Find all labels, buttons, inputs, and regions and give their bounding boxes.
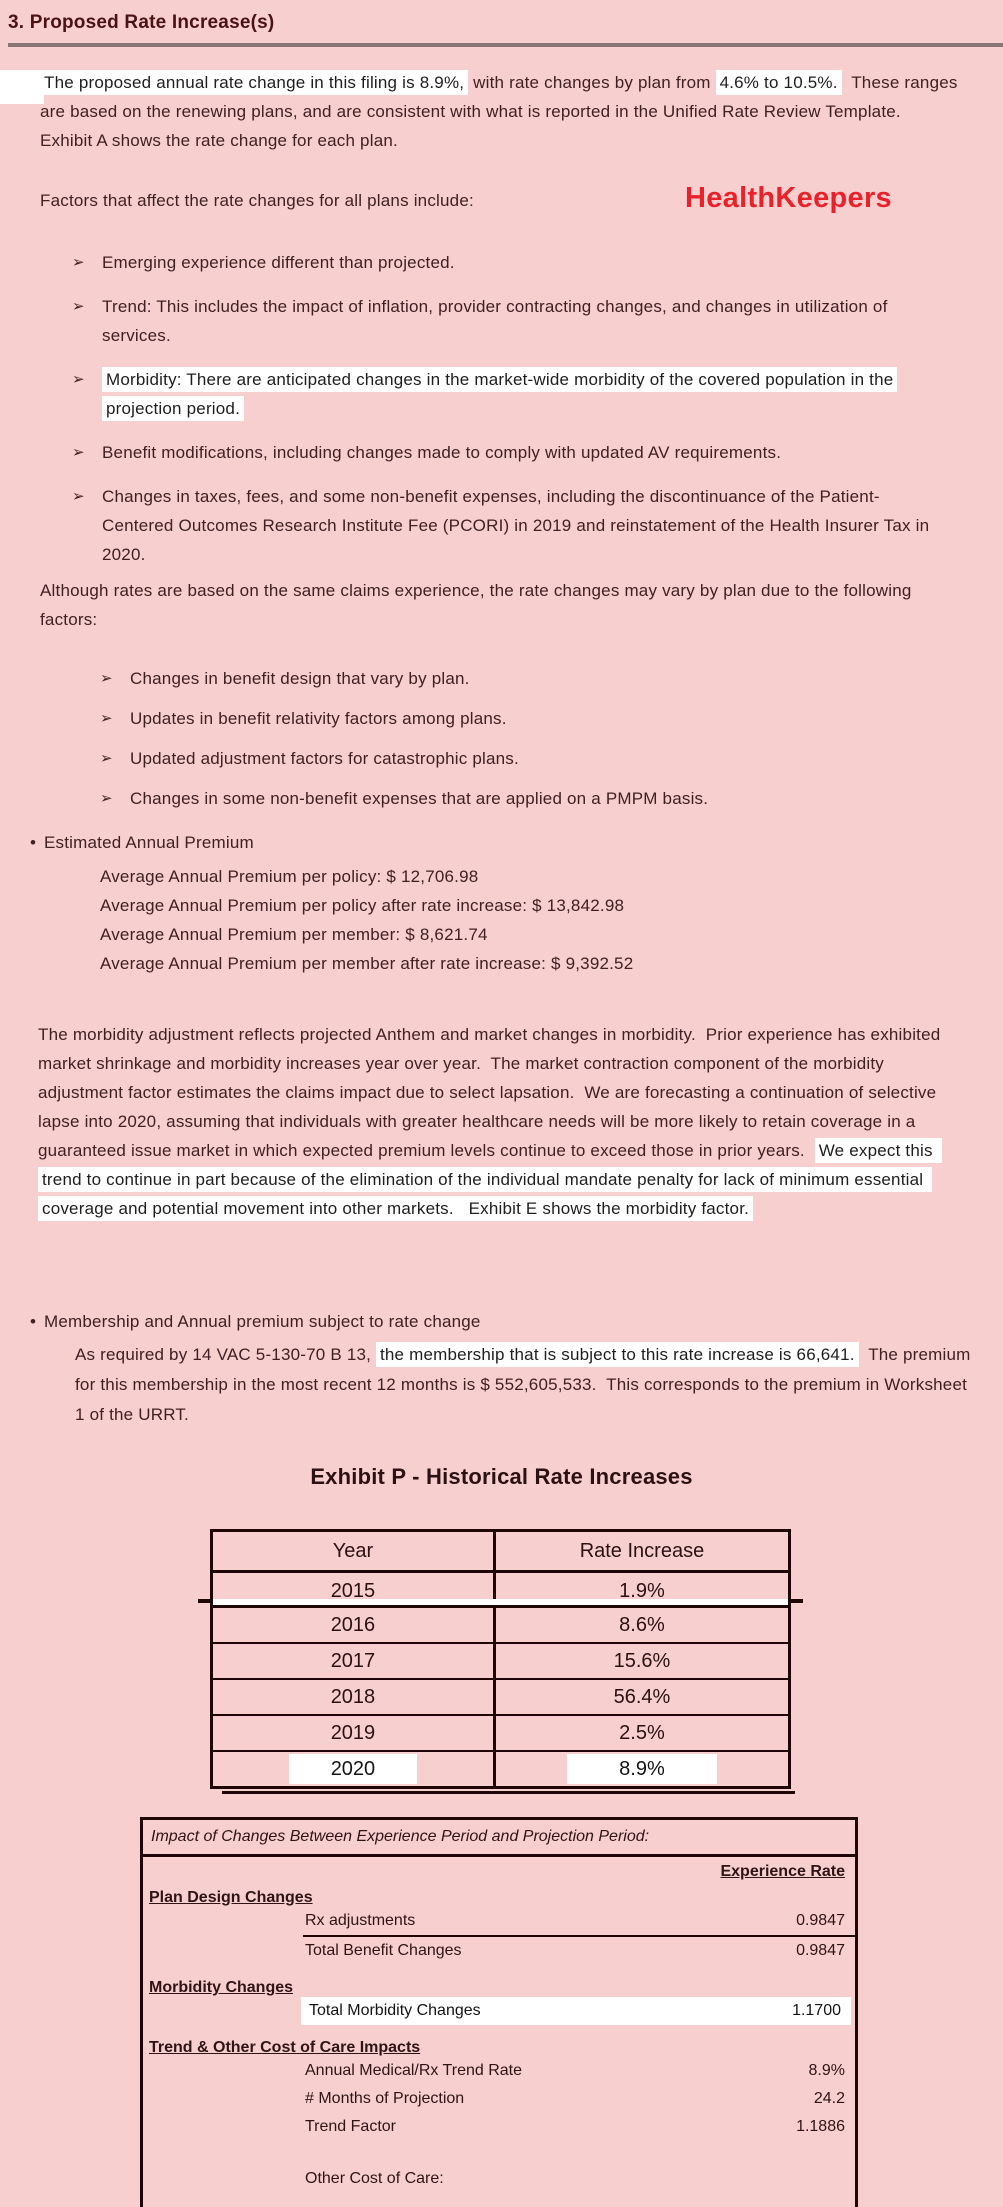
impact-table-title: Impact of Changes Between Experience Period and Projection Period: [143, 1820, 855, 1857]
vary-bullet-item [100, 664, 900, 693]
intro-paragraph [40, 68, 963, 155]
highlight: the membership that is subject to this rate increase is 66,641. [376, 1342, 859, 1367]
title-rule [8, 43, 1003, 47]
impact-row [303, 1937, 855, 1965]
bullet-arrow-icon: ➢ [72, 371, 85, 388]
table-cell-year [213, 1752, 496, 1786]
table-cell-rate: 56.4% [613, 1686, 671, 1708]
vary-bullet-list [100, 664, 900, 824]
table-cell-rate: 1.9% [619, 1580, 665, 1599]
highlight: 8.9% [567, 1754, 717, 1784]
impact-column-header [143, 1857, 855, 1881]
bullet-dot-icon: • [30, 1312, 37, 1331]
highlight: Morbidity: There are anticipated changes in the market-wide morbidity of the covered population in the projection period. [102, 367, 897, 421]
scan-artifact-line [222, 1791, 795, 1794]
impact-row-value: 1.1886 [796, 2118, 845, 2135]
bullet-text: Updates in benefit relativity factors among plans. [130, 709, 507, 728]
table-cell-year: 2017 [213, 1644, 496, 1678]
bullet-arrow-icon: ➢ [72, 254, 85, 271]
table-cell-rate: 15.6% [613, 1650, 671, 1672]
membership-paragraph [75, 1340, 980, 1430]
bullet-arrow-icon: ➢ [100, 790, 113, 807]
highlight: 2020 [289, 1754, 418, 1784]
highlight: 4.6% to 10.5%. [716, 70, 842, 95]
premium-heading-text: Estimated Annual Premium [44, 833, 254, 852]
premium-line: Average Annual Premium per policy after rate increase: $ 13,842.98 [100, 896, 625, 915]
impact-row-label: Rx adjustments [305, 1912, 416, 1929]
table-cell-year: 2016 [213, 1608, 496, 1642]
impact-section-heading [143, 1881, 855, 1907]
table-row-2016 [213, 1605, 788, 1642]
factor-bullet-item [72, 248, 942, 277]
impact-row-highlighted [301, 1997, 851, 2025]
bullet-dot-icon: • [30, 833, 37, 852]
impact-section-heading-text: Morbidity Changes [149, 1979, 294, 1996]
bullet-text: Changes in benefit design that vary by plan. [130, 669, 470, 688]
impact-row-label: # Months of Projection [305, 2090, 465, 2107]
impact-row-label: Other Cost of Care: [305, 2170, 444, 2187]
scan-artifact-tick [789, 1599, 803, 1603]
membership-text: As required by 14 VAC 5-130-70 B 13, [75, 1345, 376, 1364]
table-row-2015 [213, 1573, 788, 1599]
factor-bullet-item [72, 292, 942, 350]
factor-bullet-item [72, 482, 942, 569]
impact-row [303, 2085, 855, 2113]
impact-row-value: 8.9% [808, 2062, 845, 2079]
bullet-text: Changes in taxes, fees, and some non-benefit expenses, including the discontinuance of the Patient-Centered Outcomes Research Institute Fee (PCORI) in 2019 and reinstatement of the Health Insurer Tax in 2020. [102, 487, 930, 564]
table-cell-rate: 8.6% [619, 1614, 665, 1636]
bullet-text: Emerging experience different than projected. [102, 253, 455, 272]
table-row-2019 [213, 1714, 788, 1750]
premium-line: Average Annual Premium per policy: $ 12,706.98 [100, 867, 479, 886]
impact-row-label: Total Benefit Changes [305, 1942, 462, 1959]
factor-bullet-item [72, 438, 942, 467]
table-row-2017 [213, 1642, 788, 1678]
bullet-text: Trend: This includes the impact of inflation, provider contracting changes, and changes in utilization of services. [102, 297, 888, 345]
bullet-arrow-icon: ➢ [100, 710, 113, 727]
factor-bullet-item [72, 365, 942, 423]
bullet-arrow-icon: ➢ [100, 670, 113, 687]
scan-artifact-tick [198, 1599, 212, 1603]
highlight: We expect this trend to continue in part because of the elimination of the individual mandate penalty for lack of minimum essential coverage and potential movement into other markets. Exhibit E shows the morbidity factor. [38, 1138, 942, 1221]
page-title: 3. Proposed Rate Increase(s) [8, 12, 275, 33]
vary-paragraph: Although rates are based on the same claims experience, the rate changes may vary by plan due to the following factors: [40, 581, 917, 629]
impact-row [303, 2113, 855, 2141]
table-header-row [213, 1532, 788, 1573]
vary-bullet-item [100, 704, 900, 733]
impact-section-heading [143, 1965, 855, 1997]
bullet-arrow-icon: ➢ [72, 444, 85, 461]
bullet-text: Benefit modifications, including changes made to comply with updated AV requirements. [102, 443, 782, 462]
premium-line: Average Annual Premium per member after rate increase: $ 9,392.52 [100, 954, 634, 973]
premium-line: Average Annual Premium per member: $ 8,621.74 [100, 925, 488, 944]
table-cell-year: 2019 [213, 1716, 496, 1750]
bullet-arrow-icon: ➢ [72, 488, 85, 505]
vary-bullet-item [100, 784, 900, 813]
impact-section-heading-text: Plan Design Changes [149, 1889, 313, 1906]
table-header-rate: Rate Increase [579, 1540, 705, 1562]
factors-lead: Factors that affect the rate changes for all plans include: [40, 191, 474, 210]
impact-row-value: 0.9847 [796, 1942, 845, 1959]
morbidity-paragraph [38, 1020, 963, 1223]
exhibit-p-table [210, 1529, 791, 1789]
factor-bullet-list [72, 248, 942, 584]
impact-table [140, 1817, 858, 2207]
exhibit-p-title: Exhibit P - Historical Rate Increases [310, 1464, 693, 1489]
premium-heading [30, 833, 254, 853]
bullet-text: Changes in some non-benefit expenses that are applied on a PMPM basis. [130, 789, 709, 808]
table-cell-rate: 2.5% [619, 1722, 665, 1744]
bullet-arrow-icon: ➢ [100, 750, 113, 767]
intro-text: with rate changes by plan from [468, 73, 716, 92]
intro-text: These ranges are based on the renewing plans, and are consistent with what is reported in the Unified Rate Review Template. Exhibit A shows the rate change for each plan. [40, 73, 963, 150]
membership-heading [30, 1312, 481, 1332]
impact-column-header-text: Experience Rate [720, 1863, 845, 1880]
impact-row-label: Trend Factor [305, 2118, 396, 2135]
impact-row [303, 2165, 855, 2193]
table-row-2020 [213, 1750, 788, 1786]
table-header-year: Year [213, 1532, 496, 1570]
impact-row-value: 24.2 [813, 2090, 845, 2107]
brand-logo: HealthKeepers [685, 182, 892, 214]
table-row-2018 [213, 1678, 788, 1714]
membership-text: The premium for this membership in the most recent 12 months is $ 552,605,533. This corresponds to the premium in Worksheet 1 of the URRT. [75, 1345, 976, 1424]
impact-section-heading-text: Trend & Other Cost of Care Impacts [149, 2039, 421, 2056]
premium-lines [100, 862, 633, 978]
table-cell-rate [496, 1752, 788, 1786]
bullet-text: Updated adjustment factors for catastrophic plans. [130, 749, 519, 768]
bullet-arrow-icon: ➢ [72, 298, 85, 315]
membership-heading-text: Membership and Annual premium subject to rate change [44, 1312, 481, 1331]
table-cell-year: 2015 [213, 1573, 496, 1599]
impact-row-value: 0.9847 [796, 1912, 845, 1929]
impact-row [303, 1907, 855, 1937]
morbidity-text: The morbidity adjustment reflects projected Anthem and market changes in morbidity. Prior experience has exhibited market shrinkage and morbidity increases year over year. The market contraction component of the morbidity adjustment factor estimates the claims impact due to select lapsation. We are forecasting a continuation of selective lapse into 2020, assuming that individuals with greater healthcare needs will be more likely to retain coverage in a guaranteed issue market in which expected premium levels continue to exceed those in prior years. [38, 1025, 946, 1160]
table-cell-year: 2018 [213, 1680, 496, 1714]
highlight: The proposed annual rate change in this filing is 8.9%, [40, 70, 468, 95]
impact-row-value: 1.1700 [792, 2002, 841, 2019]
impact-row-label: Annual Medical/Rx Trend Rate [305, 2062, 522, 2079]
vary-bullet-item [100, 744, 900, 773]
impact-section-heading [143, 2025, 855, 2057]
impact-row [303, 2057, 855, 2085]
highlight-left-edge [0, 70, 44, 104]
impact-row-label: Total Morbidity Changes [309, 2002, 481, 2019]
